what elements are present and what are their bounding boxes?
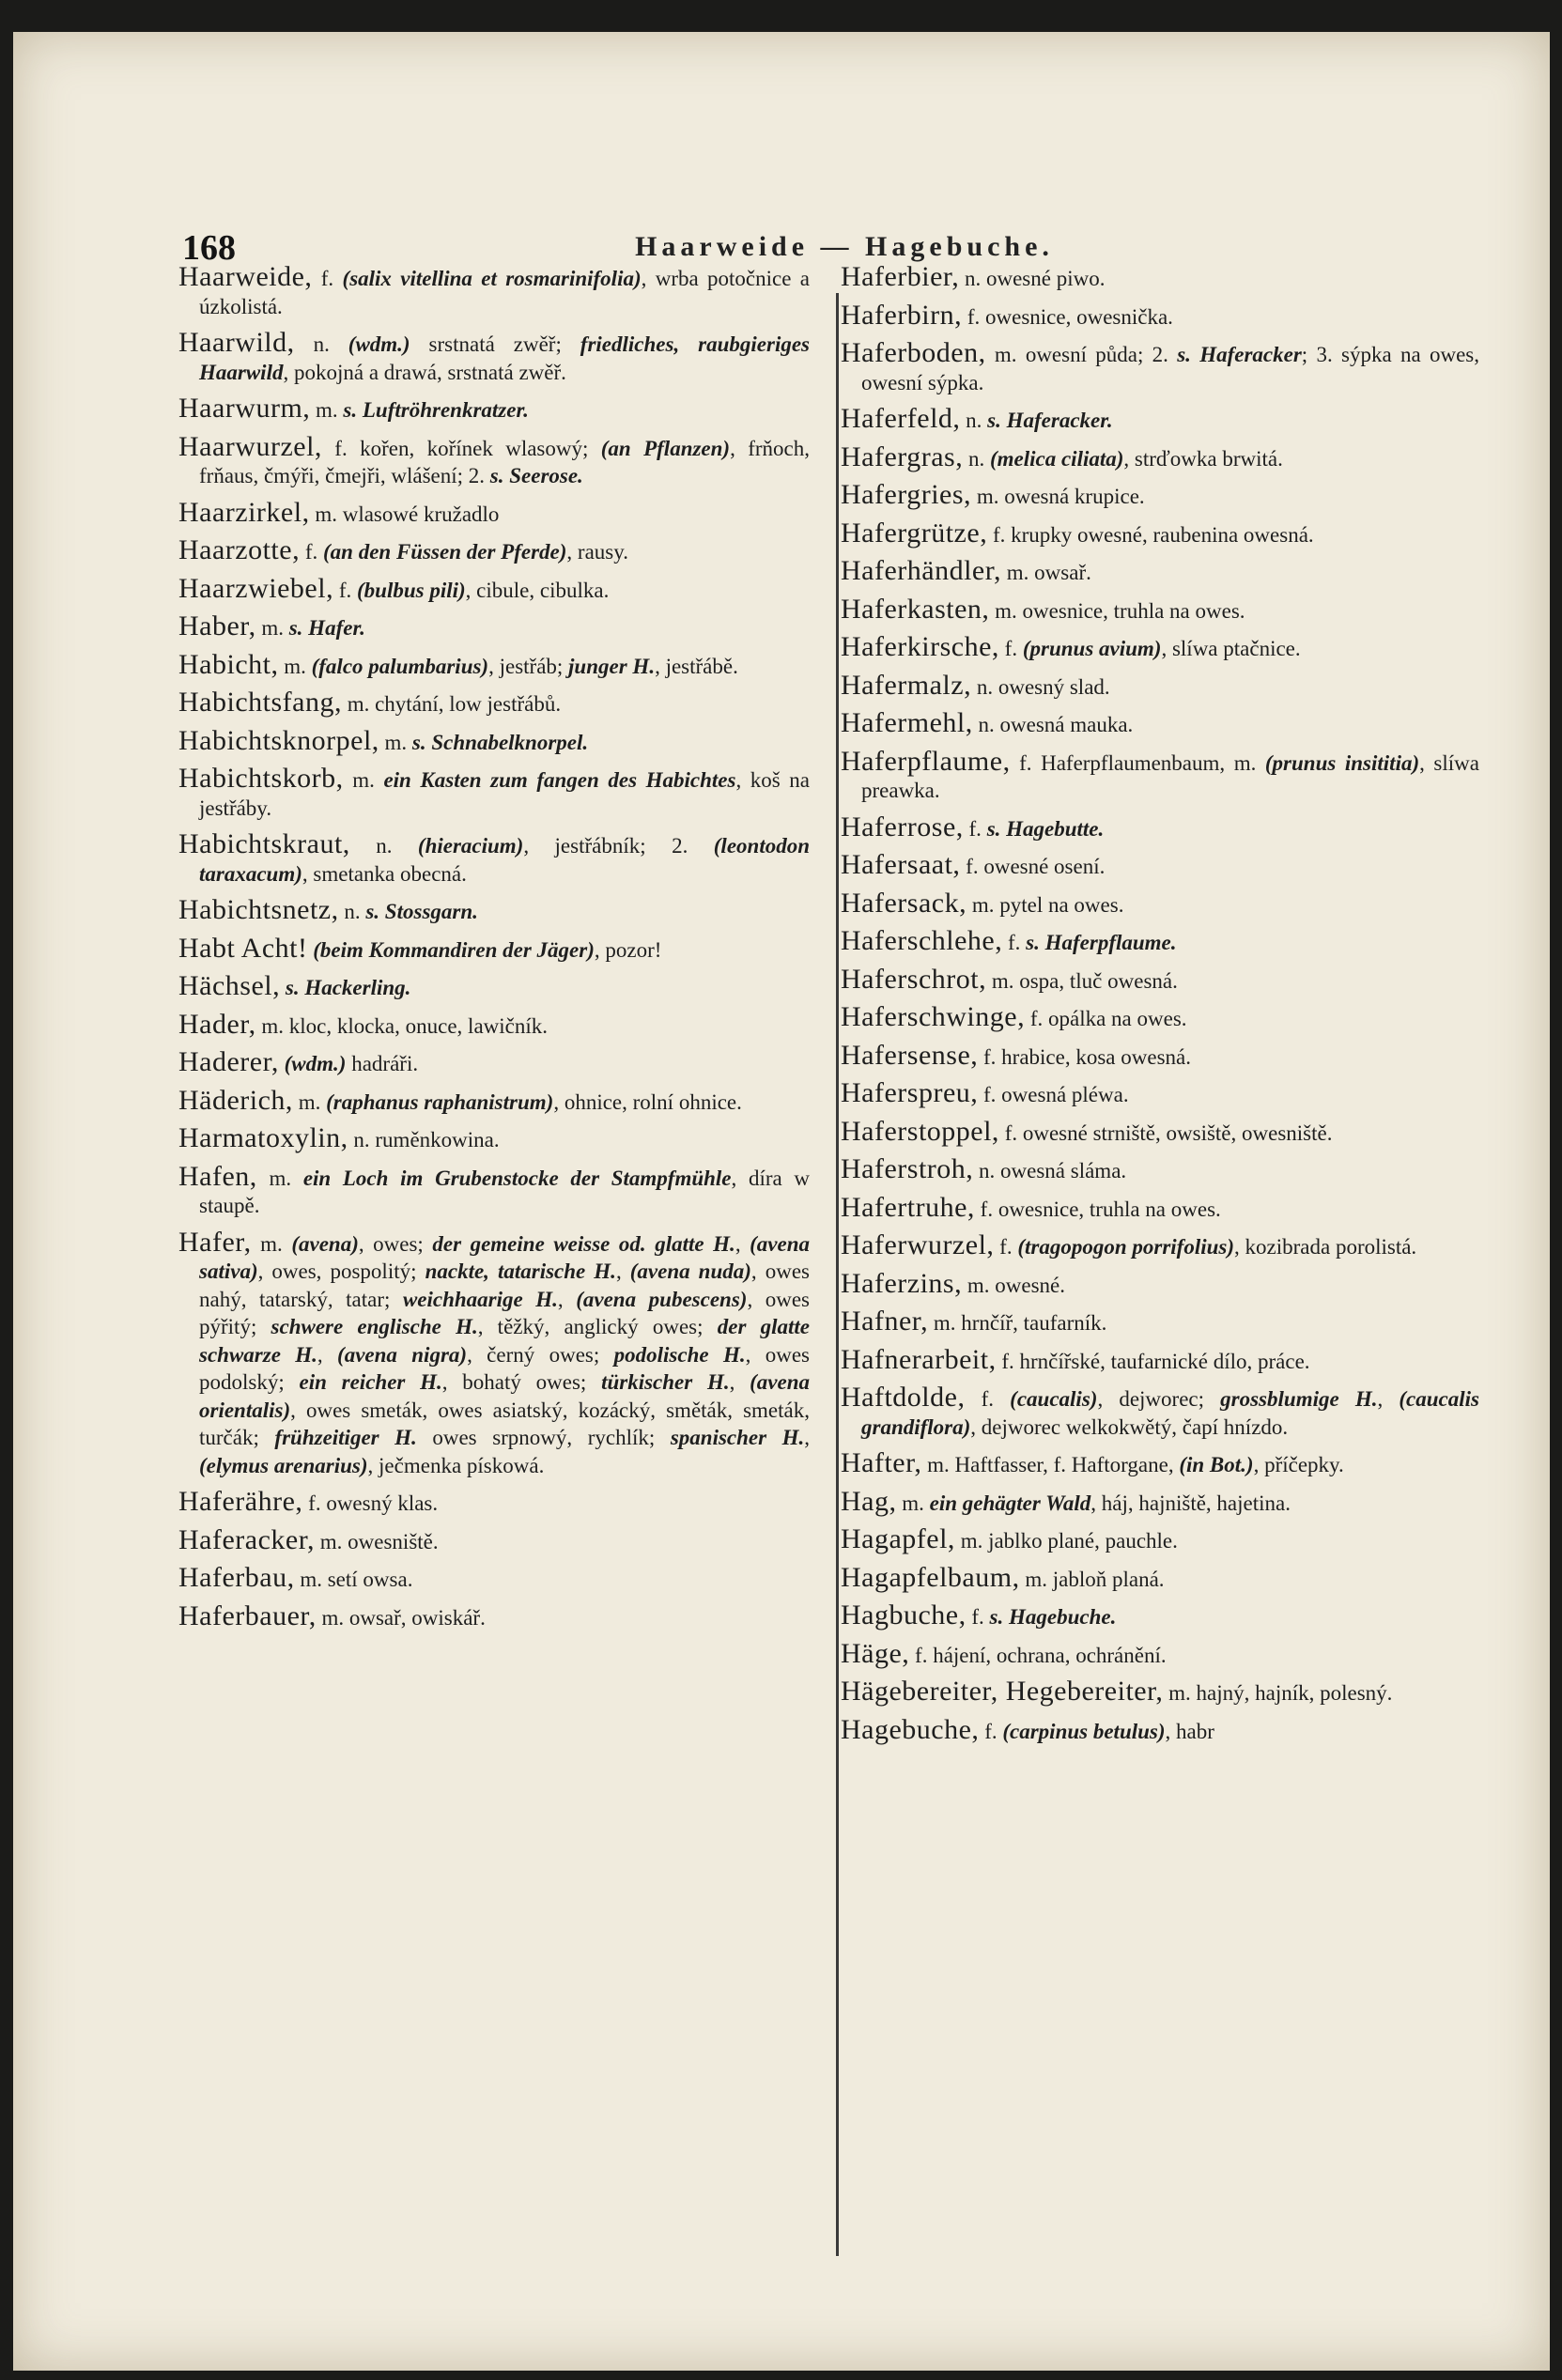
entry-text: m. setí owsa.: [294, 1568, 413, 1591]
entry-headword: Hafersaat,: [841, 849, 961, 880]
entry-text: f.: [963, 816, 987, 841]
entry-text: , slíwa preawka.: [861, 750, 1479, 802]
entry-italic-text: s. Haferacker.: [987, 409, 1113, 432]
entry-italic-text: (falco palumbarius): [311, 654, 489, 678]
entry-text: f.: [966, 1605, 990, 1629]
entry-text: , owes pýřitý;: [199, 1287, 810, 1338]
entry-text: m. owesnice, truhla na owes.: [989, 598, 1245, 623]
entry-italic-text: s. Stossgarn.: [365, 900, 478, 923]
entry-text: , háj, hajniště, hajetina.: [1090, 1491, 1291, 1515]
entry-text: m.: [251, 1231, 292, 1256]
dictionary-entry: [841, 745, 1479, 805]
entry-text: , smetanka obecná.: [302, 861, 467, 886]
entry-text: f. owesné strniště, owsiště, owesniště.: [998, 1120, 1333, 1145]
entry-italic-text: (elymus arenarius): [199, 1453, 368, 1477]
dictionary-entry: [841, 1267, 1479, 1300]
entry-text: , bohatý owes;: [441, 1370, 602, 1394]
entry-text: , owes smeták, owes asiatský, kozácký, směták, smeták, turčák;: [199, 1398, 810, 1449]
dictionary-entry: [841, 557, 1479, 587]
entry-text: , owes;: [358, 1231, 433, 1256]
entry-text: m. hrnčíř, taufarník.: [928, 1311, 1107, 1335]
entry-text: f. owesný klas.: [302, 1491, 439, 1515]
entry-text: , pozor!: [594, 937, 662, 962]
dictionary-entry: [841, 263, 1479, 293]
entry-headword: Hagbuche,: [841, 1600, 967, 1630]
dictionary-entry: [841, 1713, 1479, 1746]
dictionary-entry: [841, 1115, 1479, 1148]
entry-text: f.: [965, 1387, 1011, 1411]
dictionary-entry: [178, 648, 810, 681]
entry-text: f. Haferpflaumenbaum, m.: [1010, 750, 1265, 775]
entry-italic-text: friedliches, raubgieriges Haarwild: [199, 332, 810, 384]
entry-text: , jestřábník; 2.: [523, 834, 714, 858]
entry-text: , owes, pospolitý;: [257, 1260, 425, 1283]
entry-italic-text: (an Pflanzen): [600, 436, 731, 460]
entry-text: f.: [333, 578, 357, 602]
dictionary-entry: [841, 813, 1479, 843]
entry-text: n.: [960, 409, 988, 432]
entry-text: m. Haftfasser, f. Haftorgane,: [921, 1453, 1180, 1476]
entry-headword: Haferschwinge,: [841, 1001, 1026, 1032]
entry-italic-text: (prunus insititia): [1264, 750, 1420, 775]
entry-text: , dejworec;: [1097, 1387, 1221, 1411]
entry-headword: Hagebuche,: [841, 1713, 980, 1745]
dictionary-entry: [841, 1039, 1479, 1072]
entry-text: m.: [343, 768, 384, 792]
entry-italic-text: (wdm.): [348, 332, 410, 356]
entry-headword: Habichtskraut,: [178, 828, 350, 859]
entry-headword: Haftdolde,: [841, 1382, 966, 1413]
entry-italic-text: (carpinus betulus): [1002, 1719, 1166, 1743]
dictionary-entry: [178, 972, 810, 1002]
entry-text: , wrba potočnice a úzkolistá.: [199, 267, 810, 318]
entry-italic-text: nackte, tatarische H.: [425, 1260, 616, 1283]
dictionary-entry: [178, 1226, 810, 1480]
entry-italic-text: (avena pubescens): [576, 1287, 748, 1311]
entry-headword: Haferschlehe,: [841, 925, 1003, 956]
dictionary-entry: [841, 301, 1479, 332]
entry-italic-text: (salix vitellina et rosmarinifolia): [342, 267, 642, 290]
entry-italic-text: (prunus avium): [1022, 637, 1162, 660]
entry-text: , slíwa ptačnice.: [1161, 637, 1301, 660]
entry-headword: Häderich,: [178, 1084, 293, 1116]
entry-headword: Hagapfelbaum,: [841, 1561, 1020, 1593]
entry-headword: Haferbirn,: [841, 299, 963, 331]
entry-headword: Haferacker,: [178, 1523, 316, 1555]
entry-text: ,: [557, 1287, 577, 1311]
entry-text: , owes nahý, tatarský, tatar;: [199, 1260, 810, 1311]
entry-headword: Haferzins,: [841, 1267, 963, 1299]
entry-headword: Haferwurzel,: [841, 1229, 995, 1260]
entry-text: , koš na jestřáby.: [199, 768, 810, 820]
entry-headword: Haderer,: [178, 1046, 279, 1077]
dictionary-entry: [178, 572, 810, 605]
entry-italic-text: (in Bot.): [1179, 1453, 1254, 1476]
entry-text: f. owesnice, truhla na owes.: [974, 1197, 1221, 1221]
dictionary-entry: [178, 612, 810, 642]
entry-text: , frňoch, frňaus, čmýři, čmejři, wlášení; 2.: [199, 436, 810, 487]
entry-headword: Hader,: [178, 1008, 256, 1040]
dictionary-entry: [841, 1677, 1479, 1708]
dictionary-entry: [841, 1231, 1479, 1261]
entry-text: m. pytel na owes.: [967, 892, 1124, 917]
entry-headword: Haferpflaume,: [841, 745, 1011, 777]
running-head: Haarweide — Hagebuche.: [635, 231, 1054, 262]
entry-headword: Haarwild,: [178, 327, 295, 358]
entry-text: m. jabloň planá.: [1019, 1567, 1165, 1591]
entry-text: , strďowka brwitá.: [1123, 446, 1283, 471]
entry-text: m.: [292, 1090, 327, 1114]
entry-text: , ječmenka pískowá.: [367, 1453, 545, 1477]
entry-text: n.: [338, 900, 366, 923]
entry-headword: Haferstoppel,: [841, 1115, 999, 1147]
dictionary-entry: [178, 1564, 810, 1594]
entry-headword: Habt Acht!: [178, 932, 308, 964]
entry-headword: Habichtsnetz,: [178, 894, 339, 925]
entry-text: ,: [804, 1426, 810, 1449]
entry-text: , habr: [1165, 1719, 1214, 1743]
dictionary-entry: [841, 1637, 1479, 1670]
dictionary-entry: [841, 1307, 1479, 1337]
page-number: 168: [182, 228, 236, 268]
entry-text: f.: [312, 267, 343, 290]
dictionary-entry: [178, 329, 810, 386]
entry-text: , owes podolský;: [199, 1342, 810, 1394]
entry-italic-text: (melica ciliata): [989, 446, 1124, 471]
entry-text: n. owesná mauka.: [972, 713, 1134, 736]
entry-italic-text: s. Schnabelknorpel.: [411, 730, 589, 754]
entry-text: , cibule, cibulka.: [465, 578, 610, 602]
entry-italic-text: s. Hackerling.: [285, 976, 411, 999]
entry-italic-text: s. Hafer.: [288, 616, 365, 640]
entry-text: m. owesní půda; 2.: [985, 343, 1178, 366]
entry-headword: Haferfeld,: [841, 403, 961, 434]
dictionary-entry: [178, 1048, 810, 1078]
entry-text: , jestřábě.: [655, 654, 738, 678]
entry-italic-text: junger H.: [568, 654, 656, 678]
entry-text: owes srpnowý, rychlík;: [416, 1426, 671, 1449]
entry-headword: Habichtsfang,: [178, 687, 342, 718]
dictionary-entry: [178, 394, 810, 425]
entry-text: f.: [998, 637, 1023, 660]
entry-headword: Hafergrütze,: [841, 517, 988, 549]
entry-text: f.: [994, 1235, 1018, 1259]
entry-italic-text: schwere englische H.: [271, 1315, 478, 1338]
entry-text: f. hájení, ochrana, ochránění.: [909, 1643, 1167, 1667]
dictionary-entry: [841, 1343, 1479, 1376]
entry-headword: Haferschrot,: [841, 963, 987, 995]
entry-headword: Haarzwiebel,: [178, 572, 334, 604]
entry-text: m. ospa, tluč owesná.: [986, 968, 1178, 993]
entry-headword: Haferhändler,: [841, 555, 1002, 586]
entry-headword: Harmatoxylin,: [178, 1122, 348, 1153]
dictionary-entry: [841, 405, 1479, 435]
entry-text: m.: [255, 616, 289, 640]
entry-headword: Haber,: [178, 610, 256, 641]
entry-text: f.: [979, 1719, 1003, 1743]
entry-text: f. opálka na owes.: [1025, 1007, 1187, 1030]
dictionary-entry: [178, 1084, 810, 1117]
entry-headword: Haferbauer,: [178, 1600, 317, 1631]
entry-headword: Haferspreu,: [841, 1077, 979, 1108]
dictionary-entry: [841, 440, 1479, 473]
entry-text: m. owesniště.: [315, 1529, 439, 1553]
dictionary-entry: [841, 1155, 1479, 1185]
dictionary-entry: [841, 339, 1479, 396]
entry-italic-text: s. Haferacker: [1177, 343, 1302, 366]
entry-headword: Habichtsknorpel,: [178, 724, 379, 756]
entry-text: f. owesná pléwa.: [978, 1083, 1129, 1106]
entry-text: , rausy.: [566, 540, 628, 564]
entry-text: f. owesné osení.: [960, 855, 1106, 878]
entry-headword: Hafergries,: [841, 479, 972, 510]
entry-headword: Haarzotte,: [178, 534, 301, 565]
entry-text: , těžký, anglický owes;: [477, 1315, 718, 1338]
entry-headword: Hafergras,: [841, 440, 964, 472]
dictionary-entry: [841, 633, 1479, 663]
entry-text: f. kořen, kořínek wlasowý;: [321, 436, 601, 460]
entry-headword: Hagapfel,: [841, 1523, 955, 1554]
dictionary-entry: [178, 1602, 810, 1632]
entry-headword: Hafersack,: [841, 887, 967, 919]
dictionary-entry: [178, 724, 810, 757]
entry-italic-text: (avena orientalis): [199, 1370, 810, 1422]
entry-italic-text: s. Haferpflaume.: [1026, 931, 1177, 954]
entry-italic-text: (an den Füssen der Pferde): [323, 540, 567, 564]
entry-italic-text: (leontodon taraxacum): [199, 834, 810, 886]
entry-text: f.: [1002, 931, 1027, 954]
entry-italic-text: s. Hagebutte.: [986, 816, 1105, 841]
entry-text: ,: [1377, 1387, 1400, 1411]
entry-text: f.: [300, 540, 324, 564]
entry-text: hadráři.: [346, 1052, 419, 1075]
dictionary-entry: [178, 536, 810, 566]
entry-text: m. owsař, owiskář.: [316, 1605, 486, 1630]
entry-text: m. owsař.: [1001, 561, 1091, 584]
entry-text: m.: [256, 1166, 303, 1190]
entry-headword: Hafnerarbeit,: [841, 1343, 997, 1375]
dictionary-entry: [841, 669, 1479, 702]
dictionary-entry: [841, 1449, 1479, 1479]
dictionary-entry: [841, 1079, 1479, 1109]
entry-text: f. hrabice, kosa owesná.: [978, 1044, 1191, 1069]
entry-headword: Häge,: [841, 1637, 910, 1669]
entry-text: m. hajný, hajník, polesný.: [1163, 1681, 1393, 1705]
dictionary-entry: [841, 927, 1479, 957]
entry-text: m. wlasowé kružadlo: [309, 502, 500, 526]
entry-italic-text: (hieracium): [417, 834, 524, 858]
entry-italic-text: (caucalis grandiflora): [861, 1387, 1479, 1439]
dictionary-entry: [178, 1124, 810, 1154]
entry-headword: Hafertruhe,: [841, 1191, 975, 1223]
entry-italic-text: s. Luftröhrenkratzer.: [343, 398, 529, 422]
entry-text: m.: [278, 654, 312, 678]
dictionary-entry: [178, 765, 810, 822]
entry-text: n. owesná sláma.: [973, 1159, 1127, 1182]
entry-headword: Hafersense,: [841, 1039, 979, 1071]
entry-text: ,: [615, 1260, 630, 1283]
entry-italic-text: frühzeitiger H.: [274, 1426, 417, 1449]
entry-text: , pokojná a drawá, srstnatá zwěř.: [283, 360, 566, 384]
entry-headword: Hafermalz,: [841, 669, 972, 701]
dictionary-entry: [178, 688, 810, 719]
entry-italic-text: (tragopogon porrifolius): [1017, 1235, 1235, 1259]
entry-italic-text: ein Kasten zum fangen des Habichtes: [383, 768, 736, 792]
entry-text: ; 3. sýpka na owes, owesní sýpka.: [861, 343, 1479, 394]
dictionary-entry: [841, 595, 1479, 626]
entry-text: m.: [379, 730, 412, 754]
dictionary-entry: [178, 263, 810, 320]
entry-italic-text: der glatte schwarze H.: [199, 1315, 810, 1367]
entry-text: f. hrnčířské, taufarnické dílo, práce.: [996, 1349, 1310, 1373]
entry-headword: Haarwurzel,: [178, 430, 322, 462]
dictionary-entry: [841, 963, 1479, 996]
entry-headword: Haferstroh,: [841, 1153, 974, 1184]
dictionary-entry: [841, 1485, 1479, 1518]
dictionary-entry: [841, 1601, 1479, 1631]
entry-headword: Haferbau,: [178, 1562, 295, 1593]
entry-text: , díra w staupě.: [199, 1166, 810, 1217]
entry-text: , kozibrada porolistá.: [1234, 1235, 1417, 1259]
entry-text: srstnatá zwěř;: [410, 332, 580, 356]
entry-text: n.: [294, 332, 348, 356]
entry-italic-text: (caucalis): [1010, 1387, 1098, 1411]
entry-text: f. krupky owesné, raubenina owesná.: [987, 522, 1314, 547]
column-divider: [836, 293, 839, 2256]
entry-italic-text: s. Seerose.: [489, 464, 583, 487]
entry-italic-text: (wdm.): [284, 1052, 347, 1075]
dictionary-entry: [178, 496, 810, 529]
entry-headword: Hafermehl,: [841, 707, 973, 738]
entry-headword: Haferkirsche,: [841, 631, 999, 662]
dictionary-entry: [841, 519, 1479, 549]
entry-text: m. kloc, klocka, onuce, lawičník.: [255, 1013, 549, 1038]
entry-italic-text: ein reicher H.: [299, 1370, 442, 1394]
dictionary-entry: [841, 851, 1479, 881]
entry-text: ,: [317, 1342, 338, 1367]
dictionary-entry: [178, 896, 810, 926]
entry-italic-text: türkischer H.: [601, 1370, 730, 1394]
entry-headword: Haferboden,: [841, 337, 986, 368]
entry-text: n.: [963, 446, 990, 471]
dictionary-entry: [841, 709, 1479, 739]
dictionary-entry: [178, 1160, 810, 1220]
entry-italic-text: (avena nigra): [337, 1342, 468, 1367]
entry-italic-text: podolische H.: [613, 1342, 746, 1367]
entry-italic-text: (bulbus pili): [357, 578, 466, 602]
entry-text: n.: [349, 834, 418, 858]
entry-italic-text: (avena sativa): [199, 1231, 810, 1283]
entry-headword: Haarwurm,: [178, 393, 311, 424]
entry-text: , dejworec welkokwětý, čapí hnízdo.: [970, 1414, 1289, 1439]
entry-text: , černý owes;: [467, 1342, 614, 1367]
entry-headword: Hägebereiter, Hegebereiter,: [841, 1676, 1164, 1707]
dictionary-entry: [841, 1191, 1479, 1224]
dictionary-entry: [178, 1008, 810, 1041]
right-column: [841, 263, 1479, 2226]
entry-italic-text: (beim Kommandiren der Jäger): [313, 937, 595, 962]
entry-headword: Haarzirkel,: [178, 496, 310, 528]
entry-italic-text: ein gehägter Wald: [929, 1491, 1091, 1515]
entry-headword: Habicht,: [178, 648, 279, 680]
entry-headword: Habichtskorb,: [178, 763, 344, 794]
entry-headword: Hafner,: [841, 1306, 929, 1337]
entry-text: , ohnice, rolní ohnice.: [553, 1090, 742, 1114]
entry-text: n. owesný slad.: [971, 674, 1110, 699]
dictionary-entry: [841, 889, 1479, 920]
entry-headword: Hafer,: [178, 1226, 252, 1258]
entry-headword: Haferbier,: [841, 263, 960, 292]
entry-text: f. owesnice, owesnička.: [962, 304, 1173, 329]
entry-italic-text: ein Loch im Grubenstocke der Stampfmühle: [302, 1166, 732, 1190]
entry-italic-text: (raphanus raphanistrum): [326, 1090, 554, 1114]
entry-headword: Hafen,: [178, 1160, 257, 1192]
entry-text: ,: [729, 1370, 750, 1394]
entry-text: n. owesné piwo.: [959, 267, 1106, 290]
entry-text: m.: [896, 1491, 930, 1515]
entry-headword: Haferrose,: [841, 811, 964, 842]
entry-headword: Hag,: [841, 1485, 897, 1517]
dictionary-entry: [178, 1523, 810, 1556]
dictionary-entry: [178, 1488, 810, 1518]
dictionary-entry: [841, 481, 1479, 511]
entry-italic-text: (avena): [291, 1231, 359, 1256]
entry-text: , jestřáb;: [488, 654, 569, 678]
entry-text: ,: [735, 1231, 750, 1256]
entry-text: m. jablko plané, pauchle.: [954, 1529, 1178, 1553]
entry-headword: Hafter,: [841, 1447, 922, 1478]
entry-italic-text: s. Hagebuche.: [989, 1605, 1117, 1629]
dictionary-entry: [841, 1561, 1479, 1594]
entry-italic-text: weichhaarige H.: [402, 1287, 558, 1311]
entry-text: n. ruměnkowina.: [348, 1128, 500, 1151]
entry-text: m.: [310, 398, 344, 422]
dictionary-entry: [841, 1525, 1479, 1555]
entry-headword: Hächsel,: [178, 970, 281, 1001]
entry-italic-text: (avena nuda): [629, 1260, 751, 1283]
entry-text: m. owesná krupice.: [971, 485, 1145, 508]
entry-italic-text: spanischer H.: [670, 1426, 805, 1449]
dictionary-entry: [178, 830, 810, 888]
entry-headword: Haferkasten,: [841, 593, 990, 625]
dictionary-entry: [841, 1383, 1479, 1441]
entry-headword: Haferähre,: [178, 1486, 303, 1517]
entry-text: , příčepky.: [1253, 1453, 1344, 1476]
entry-text: m. chytání, low jestřábů.: [341, 692, 562, 716]
dictionary-entry: [178, 932, 810, 965]
dictionary-entry: [178, 430, 810, 490]
left-column: [178, 263, 810, 2226]
entry-headword: Haarweide,: [178, 263, 313, 292]
entry-text: m. owesné.: [962, 1273, 1065, 1297]
entry-italic-text: grossblumige H.: [1220, 1387, 1378, 1411]
entry-italic-text: der gemeine weisse od. glatte H.: [432, 1231, 735, 1256]
dictionary-entry: [841, 1003, 1479, 1033]
